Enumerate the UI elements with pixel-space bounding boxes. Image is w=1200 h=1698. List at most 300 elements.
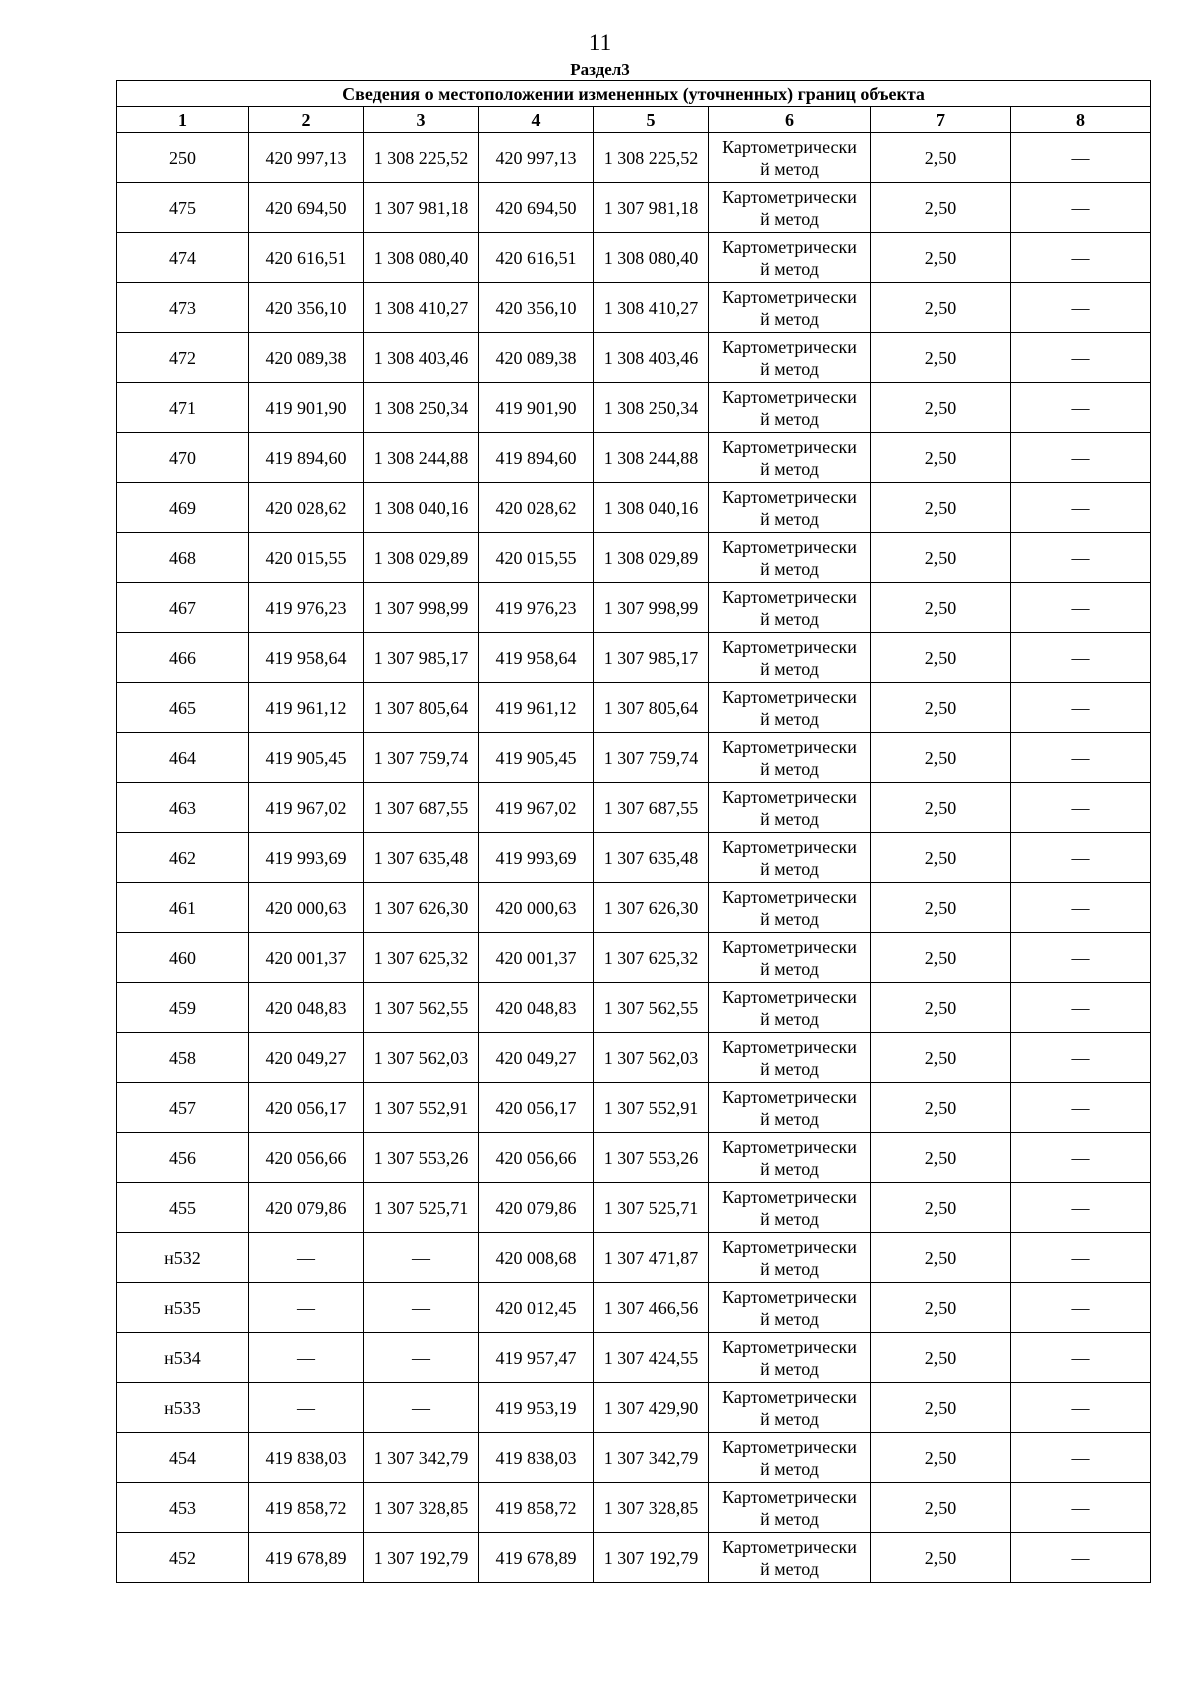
method-cell: [709, 1483, 871, 1533]
accuracy-cell: 2,50: [871, 1383, 1011, 1433]
accuracy-cell: 2,50: [871, 1483, 1011, 1533]
old-y-cell: 1 307 552,91: [364, 1083, 479, 1133]
old-x-cell: 420 616,51: [249, 233, 364, 283]
point-number-cell: н535: [117, 1283, 249, 1333]
method-text-line: й метод: [760, 1558, 819, 1579]
section-title: Раздел3: [570, 60, 630, 79]
new-x-cell: 419 953,19: [479, 1383, 594, 1433]
accuracy-cell: 2,50: [871, 433, 1011, 483]
new-y-cell: 1 307 552,91: [594, 1083, 709, 1133]
old-y-cell: —: [364, 1233, 479, 1283]
old-y-cell: 1 307 985,17: [364, 633, 479, 683]
old-y-cell: 1 307 981,18: [364, 183, 479, 233]
description-cell: —: [1011, 1083, 1151, 1133]
point-number-cell: 471: [117, 383, 249, 433]
point-number-cell: 466: [117, 633, 249, 683]
method-text-line: й метод: [760, 508, 819, 529]
method-text-line: й метод: [760, 658, 819, 679]
method-text-line: Картометрически: [722, 1286, 857, 1307]
new-y-cell: 1 308 080,40: [594, 233, 709, 283]
old-y-cell: 1 307 553,26: [364, 1133, 479, 1183]
old-x-cell: 420 356,10: [249, 283, 364, 333]
method-text-line: Картометрически: [722, 886, 857, 907]
new-x-cell: 420 079,86: [479, 1183, 594, 1233]
description-cell: —: [1011, 1433, 1151, 1483]
new-x-cell: 420 356,10: [479, 283, 594, 333]
table-row: [117, 233, 1151, 283]
method-text-line: й метод: [760, 1358, 819, 1379]
description-cell: —: [1011, 583, 1151, 633]
method-cell: [709, 383, 871, 433]
column-number: 5: [594, 107, 709, 133]
method-text-line: й метод: [760, 1058, 819, 1079]
accuracy-cell: 2,50: [871, 1433, 1011, 1483]
old-x-cell: 419 976,23: [249, 583, 364, 633]
method-text-line: й метод: [760, 1108, 819, 1129]
method-text-line: Картометрически: [722, 936, 857, 957]
method-text-line: Картометрически: [722, 1186, 857, 1207]
old-y-cell: 1 307 759,74: [364, 733, 479, 783]
description-cell: —: [1011, 933, 1151, 983]
method-cell: [709, 733, 871, 783]
old-x-cell: 419 967,02: [249, 783, 364, 833]
point-number-cell: 457: [117, 1083, 249, 1133]
new-x-cell: 420 694,50: [479, 183, 594, 233]
method-text-line: й метод: [760, 1158, 819, 1179]
table-row: [117, 983, 1151, 1033]
method-cell: [709, 583, 871, 633]
new-y-cell: 1 307 562,55: [594, 983, 709, 1033]
old-y-cell: 1 307 635,48: [364, 833, 479, 883]
new-y-cell: 1 307 429,90: [594, 1383, 709, 1433]
new-x-cell: 419 838,03: [479, 1433, 594, 1483]
method-cell: [709, 433, 871, 483]
method-text-line: й метод: [760, 458, 819, 479]
new-y-cell: 1 308 250,34: [594, 383, 709, 433]
method-cell: [709, 1283, 871, 1333]
method-cell: [709, 1433, 871, 1483]
point-number-cell: 464: [117, 733, 249, 783]
description-cell: —: [1011, 333, 1151, 383]
accuracy-cell: 2,50: [871, 1533, 1011, 1583]
description-cell: —: [1011, 633, 1151, 683]
method-text-line: й метод: [760, 758, 819, 779]
old-x-cell: 419 905,45: [249, 733, 364, 783]
description-cell: —: [1011, 483, 1151, 533]
method-text-line: й метод: [760, 308, 819, 329]
point-number-cell: 452: [117, 1533, 249, 1583]
new-y-cell: 1 308 410,27: [594, 283, 709, 333]
new-x-cell: 419 957,47: [479, 1333, 594, 1383]
point-number-cell: 467: [117, 583, 249, 633]
description-cell: —: [1011, 783, 1151, 833]
new-x-cell: 419 993,69: [479, 833, 594, 883]
point-number-cell: н533: [117, 1383, 249, 1433]
method-cell: [709, 883, 871, 933]
method-cell: [709, 1133, 871, 1183]
new-y-cell: 1 308 029,89: [594, 533, 709, 583]
accuracy-cell: 2,50: [871, 233, 1011, 283]
method-cell: [709, 1533, 871, 1583]
method-text-line: й метод: [760, 608, 819, 629]
point-number-cell: 475: [117, 183, 249, 233]
old-x-cell: 419 894,60: [249, 433, 364, 483]
method-cell: [709, 183, 871, 233]
new-y-cell: 1 308 040,16: [594, 483, 709, 533]
old-y-cell: 1 307 328,85: [364, 1483, 479, 1533]
method-text-line: й метод: [760, 1408, 819, 1429]
new-y-cell: 1 307 562,03: [594, 1033, 709, 1083]
table-row: [117, 1133, 1151, 1183]
table-row: [117, 1033, 1151, 1083]
accuracy-cell: 2,50: [871, 733, 1011, 783]
accuracy-cell: 2,50: [871, 1133, 1011, 1183]
method-text-line: й метод: [760, 208, 819, 229]
old-x-cell: 419 858,72: [249, 1483, 364, 1533]
table-row: [117, 1233, 1151, 1283]
new-x-cell: 420 015,55: [479, 533, 594, 583]
method-cell: [709, 333, 871, 383]
accuracy-cell: 2,50: [871, 1233, 1011, 1283]
accuracy-cell: 2,50: [871, 533, 1011, 583]
new-y-cell: 1 308 403,46: [594, 333, 709, 383]
old-x-cell: 420 000,63: [249, 883, 364, 933]
column-number-row: [117, 107, 1151, 133]
point-number-cell: 468: [117, 533, 249, 583]
accuracy-cell: 2,50: [871, 1183, 1011, 1233]
method-cell: [709, 933, 871, 983]
column-number: 2: [249, 107, 364, 133]
new-y-cell: 1 307 981,18: [594, 183, 709, 233]
method-cell: [709, 983, 871, 1033]
old-x-cell: 420 997,13: [249, 133, 364, 183]
point-number-cell: 463: [117, 783, 249, 833]
method-cell: [709, 683, 871, 733]
old-y-cell: 1 308 410,27: [364, 283, 479, 333]
method-text-line: Картометрически: [722, 386, 857, 407]
new-x-cell: 420 997,13: [479, 133, 594, 183]
method-text-line: й метод: [760, 558, 819, 579]
point-number-cell: 469: [117, 483, 249, 533]
new-y-cell: 1 307 424,55: [594, 1333, 709, 1383]
new-y-cell: 1 307 998,99: [594, 583, 709, 633]
accuracy-cell: 2,50: [871, 783, 1011, 833]
table-row: [117, 733, 1151, 783]
method-text-line: й метод: [760, 708, 819, 729]
description-cell: —: [1011, 683, 1151, 733]
method-text-line: Картометрически: [722, 736, 857, 757]
table-row: [117, 833, 1151, 883]
method-text-line: й метод: [760, 1208, 819, 1229]
old-y-cell: 1 308 080,40: [364, 233, 479, 283]
new-x-cell: 420 616,51: [479, 233, 594, 283]
old-y-cell: 1 307 562,55: [364, 983, 479, 1033]
new-y-cell: 1 307 471,87: [594, 1233, 709, 1283]
method-cell: [709, 283, 871, 333]
new-x-cell: 420 056,66: [479, 1133, 594, 1183]
method-text-line: Картометрически: [722, 1536, 857, 1557]
new-y-cell: 1 307 328,85: [594, 1483, 709, 1533]
table-caption-row: [117, 81, 1151, 107]
method-cell: [709, 133, 871, 183]
point-number-cell: 461: [117, 883, 249, 933]
method-cell: [709, 1233, 871, 1283]
boundary-coordinates-table: [116, 80, 1151, 1583]
old-x-cell: 419 678,89: [249, 1533, 364, 1583]
method-text-line: Картометрически: [722, 536, 857, 557]
method-text-line: й метод: [760, 1508, 819, 1529]
description-cell: —: [1011, 1383, 1151, 1433]
old-x-cell: 419 838,03: [249, 1433, 364, 1483]
accuracy-cell: 2,50: [871, 683, 1011, 733]
accuracy-cell: 2,50: [871, 483, 1011, 533]
point-number-cell: 470: [117, 433, 249, 483]
new-x-cell: 420 001,37: [479, 933, 594, 983]
new-y-cell: 1 307 192,79: [594, 1533, 709, 1583]
point-number-cell: 453: [117, 1483, 249, 1533]
old-y-cell: 1 307 805,64: [364, 683, 479, 733]
method-text-line: Картометрически: [722, 1136, 857, 1157]
table-row: [117, 1333, 1151, 1383]
old-x-cell: 420 048,83: [249, 983, 364, 1033]
method-text-line: Картометрически: [722, 686, 857, 707]
method-cell: [709, 533, 871, 583]
old-x-cell: 420 694,50: [249, 183, 364, 233]
method-text-line: Картометрически: [722, 1336, 857, 1357]
method-text-line: й метод: [760, 1258, 819, 1279]
method-text-line: й метод: [760, 958, 819, 979]
method-text-line: Картометрически: [722, 1036, 857, 1057]
new-y-cell: 1 307 525,71: [594, 1183, 709, 1233]
new-x-cell: 420 000,63: [479, 883, 594, 933]
accuracy-cell: 2,50: [871, 883, 1011, 933]
old-y-cell: 1 307 342,79: [364, 1433, 479, 1483]
accuracy-cell: 2,50: [871, 583, 1011, 633]
old-y-cell: 1 307 626,30: [364, 883, 479, 933]
old-x-cell: 419 961,12: [249, 683, 364, 733]
point-number-cell: 465: [117, 683, 249, 733]
column-number: 7: [871, 107, 1011, 133]
accuracy-cell: 2,50: [871, 333, 1011, 383]
description-cell: —: [1011, 1033, 1151, 1083]
new-x-cell: 419 967,02: [479, 783, 594, 833]
accuracy-cell: 2,50: [871, 383, 1011, 433]
table-caption: Сведения о местоположении измененных (уточненных) границ объекта: [117, 81, 1151, 107]
old-y-cell: 1 308 040,16: [364, 483, 479, 533]
description-cell: —: [1011, 1183, 1151, 1233]
table-row: [117, 783, 1151, 833]
point-number-cell: 455: [117, 1183, 249, 1233]
old-y-cell: —: [364, 1383, 479, 1433]
point-number-cell: н532: [117, 1233, 249, 1283]
method-text-line: й метод: [760, 858, 819, 879]
old-x-cell: —: [249, 1233, 364, 1283]
old-y-cell: 1 307 562,03: [364, 1033, 479, 1083]
old-x-cell: 420 028,62: [249, 483, 364, 533]
new-x-cell: 420 089,38: [479, 333, 594, 383]
point-number-cell: 456: [117, 1133, 249, 1183]
column-number: 6: [709, 107, 871, 133]
new-y-cell: 1 307 687,55: [594, 783, 709, 833]
new-y-cell: 1 307 985,17: [594, 633, 709, 683]
method-text-line: й метод: [760, 358, 819, 379]
method-text-line: й метод: [760, 158, 819, 179]
page-number: 11: [588, 30, 612, 55]
new-x-cell: 419 894,60: [479, 433, 594, 483]
table-row: [117, 933, 1151, 983]
description-cell: —: [1011, 283, 1151, 333]
method-cell: [709, 1183, 871, 1233]
table-row: [117, 133, 1151, 183]
method-text-line: Картометрически: [722, 1386, 857, 1407]
table-row: [117, 1483, 1151, 1533]
old-x-cell: —: [249, 1383, 364, 1433]
point-number-cell: 462: [117, 833, 249, 883]
table-row: [117, 533, 1151, 583]
method-cell: [709, 783, 871, 833]
table-row: [117, 283, 1151, 333]
description-cell: —: [1011, 1233, 1151, 1283]
old-x-cell: 420 015,55: [249, 533, 364, 583]
method-text-line: Картометрически: [722, 1436, 857, 1457]
new-y-cell: 1 307 759,74: [594, 733, 709, 783]
column-number: 4: [479, 107, 594, 133]
method-text-line: й метод: [760, 1308, 819, 1329]
table-row: [117, 1383, 1151, 1433]
description-cell: —: [1011, 383, 1151, 433]
new-x-cell: 420 028,62: [479, 483, 594, 533]
new-y-cell: 1 308 225,52: [594, 133, 709, 183]
method-cell: [709, 633, 871, 683]
accuracy-cell: 2,50: [871, 1083, 1011, 1133]
description-cell: —: [1011, 233, 1151, 283]
description-cell: —: [1011, 833, 1151, 883]
description-cell: —: [1011, 1333, 1151, 1383]
old-y-cell: 1 307 525,71: [364, 1183, 479, 1233]
column-number: 3: [364, 107, 479, 133]
new-x-cell: 419 905,45: [479, 733, 594, 783]
point-number-cell: 250: [117, 133, 249, 183]
old-y-cell: 1 308 029,89: [364, 533, 479, 583]
new-x-cell: 419 858,72: [479, 1483, 594, 1533]
method-cell: [709, 1333, 871, 1383]
table-row: [117, 383, 1151, 433]
new-y-cell: 1 307 805,64: [594, 683, 709, 733]
new-x-cell: 420 056,17: [479, 1083, 594, 1133]
old-x-cell: 420 056,17: [249, 1083, 364, 1133]
table-row: [117, 1183, 1151, 1233]
old-y-cell: 1 308 244,88: [364, 433, 479, 483]
old-x-cell: 419 993,69: [249, 833, 364, 883]
accuracy-cell: 2,50: [871, 633, 1011, 683]
old-x-cell: 420 056,66: [249, 1133, 364, 1183]
method-text-line: й метод: [760, 1008, 819, 1029]
old-x-cell: 419 958,64: [249, 633, 364, 683]
method-text-line: Картометрически: [722, 836, 857, 857]
description-cell: —: [1011, 183, 1151, 233]
accuracy-cell: 2,50: [871, 183, 1011, 233]
point-number-cell: 474: [117, 233, 249, 283]
old-y-cell: 1 308 403,46: [364, 333, 479, 383]
method-text-line: Картометрически: [722, 786, 857, 807]
new-x-cell: 420 008,68: [479, 1233, 594, 1283]
old-y-cell: 1 307 192,79: [364, 1533, 479, 1583]
table-row: [117, 883, 1151, 933]
method-text-line: й метод: [760, 408, 819, 429]
old-x-cell: 420 079,86: [249, 1183, 364, 1233]
accuracy-cell: 2,50: [871, 983, 1011, 1033]
method-text-line: й метод: [760, 1458, 819, 1479]
new-x-cell: 420 048,83: [479, 983, 594, 1033]
point-number-cell: 458: [117, 1033, 249, 1083]
table-row: [117, 1433, 1151, 1483]
point-number-cell: 454: [117, 1433, 249, 1483]
old-x-cell: 419 901,90: [249, 383, 364, 433]
old-y-cell: 1 307 998,99: [364, 583, 479, 633]
old-x-cell: 420 089,38: [249, 333, 364, 383]
accuracy-cell: 2,50: [871, 1033, 1011, 1083]
new-x-cell: 419 901,90: [479, 383, 594, 433]
new-x-cell: 419 961,12: [479, 683, 594, 733]
method-text-line: й метод: [760, 908, 819, 929]
method-text-line: Картометрически: [722, 136, 857, 157]
method-text-line: Картометрически: [722, 436, 857, 457]
description-cell: —: [1011, 533, 1151, 583]
description-cell: —: [1011, 883, 1151, 933]
method-cell: [709, 1033, 871, 1083]
new-x-cell: 420 049,27: [479, 1033, 594, 1083]
description-cell: —: [1011, 1133, 1151, 1183]
description-cell: —: [1011, 983, 1151, 1033]
method-text-line: Картометрически: [722, 1086, 857, 1107]
old-y-cell: 1 307 687,55: [364, 783, 479, 833]
accuracy-cell: 2,50: [871, 933, 1011, 983]
method-cell: [709, 233, 871, 283]
point-number-cell: 460: [117, 933, 249, 983]
column-number: 1: [117, 107, 249, 133]
method-text-line: Картометрически: [722, 286, 857, 307]
method-text-line: й метод: [760, 258, 819, 279]
method-text-line: Картометрически: [722, 1236, 857, 1257]
method-cell: [709, 1083, 871, 1133]
table-row: [117, 633, 1151, 683]
old-x-cell: —: [249, 1333, 364, 1383]
description-cell: —: [1011, 133, 1151, 183]
old-y-cell: 1 308 250,34: [364, 383, 479, 433]
old-x-cell: 420 049,27: [249, 1033, 364, 1083]
description-cell: —: [1011, 1533, 1151, 1583]
table-row: [117, 683, 1151, 733]
accuracy-cell: 2,50: [871, 1333, 1011, 1383]
method-cell: [709, 483, 871, 533]
method-cell: [709, 833, 871, 883]
point-number-cell: 472: [117, 333, 249, 383]
method-cell: [709, 1383, 871, 1433]
method-text-line: Картометрически: [722, 236, 857, 257]
old-y-cell: —: [364, 1333, 479, 1383]
accuracy-cell: 2,50: [871, 283, 1011, 333]
accuracy-cell: 2,50: [871, 1283, 1011, 1333]
new-y-cell: 1 307 635,48: [594, 833, 709, 883]
method-text-line: Картометрически: [722, 636, 857, 657]
point-number-cell: 473: [117, 283, 249, 333]
description-cell: —: [1011, 1283, 1151, 1333]
new-y-cell: 1 307 625,32: [594, 933, 709, 983]
table-row: [117, 1083, 1151, 1133]
accuracy-cell: 2,50: [871, 133, 1011, 183]
new-y-cell: 1 307 626,30: [594, 883, 709, 933]
point-number-cell: н534: [117, 1333, 249, 1383]
